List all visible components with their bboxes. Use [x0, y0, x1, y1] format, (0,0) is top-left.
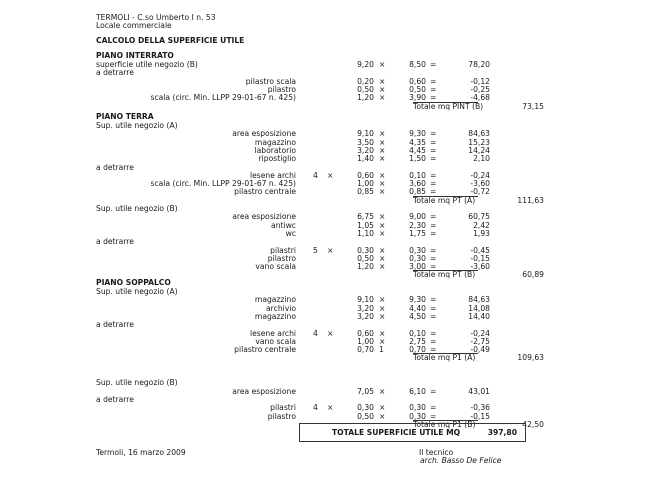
row-area: -0,49	[470, 345, 490, 355]
row-count: 4	[313, 328, 318, 338]
row-area: -4,68	[470, 93, 490, 103]
subheading: a detrarre	[96, 394, 134, 404]
row-dimension-a: 1,00	[357, 179, 374, 189]
subheading: a detrarre	[96, 237, 134, 247]
row-description: pilastri	[270, 403, 296, 413]
subtotal-value: 111,63	[517, 195, 544, 205]
row-description: magazzino	[254, 311, 296, 321]
row-dimension-a: 0,50	[357, 411, 374, 421]
row-dimension-b: 4,50	[409, 311, 426, 321]
equals-sign: =	[430, 220, 437, 230]
multiply-sign: ×	[379, 76, 386, 86]
subheading: Sup. utile negozio (B)	[96, 378, 178, 388]
row-description: pilastro	[267, 411, 296, 421]
row-dimension-a: 7,05	[357, 386, 374, 396]
row-description: scala (circ. Min. LLPP 29-01-67 n. 425)	[150, 179, 296, 189]
multiply-sign: ×	[379, 228, 386, 238]
multiply-sign: ×	[379, 60, 386, 69]
row-area: -0,72	[470, 187, 490, 197]
multiply-sign: ×	[379, 262, 386, 272]
grand-total-label: TOTALE SUPERFICIE UTILE MQ	[332, 428, 461, 437]
row-area: 14,24	[468, 145, 490, 155]
multiply-sign: ×	[379, 403, 386, 413]
row-dimension-a: 0,50	[357, 253, 374, 263]
row-description: laboratorio	[254, 145, 296, 155]
row-dimension-b: 4,35	[409, 137, 426, 147]
equals-sign: =	[430, 154, 437, 164]
row-dimension-a: 9,20	[357, 60, 374, 69]
subheading: Sup. utile negozio (A)	[96, 287, 178, 296]
header-type: Locale commerciale	[96, 21, 172, 30]
equals-sign: =	[430, 137, 437, 147]
row-dimension-a: 3,20	[357, 311, 374, 321]
row-description: magazzino	[254, 137, 296, 147]
multiply-sign: ×	[379, 245, 386, 255]
row-area: 84,63	[468, 129, 490, 139]
multiply-sign: ×	[379, 137, 386, 147]
multiply-sign: ×	[379, 212, 386, 222]
subtotal-value: 109,63	[517, 353, 544, 363]
multiply-sign: ×	[379, 328, 386, 338]
row-description: area esposizione	[232, 212, 296, 222]
row-area: 1,93	[473, 228, 490, 238]
subheading: a detrarre	[96, 320, 134, 330]
row-dimension-b: 3,00	[409, 262, 426, 272]
multiply-sign: ×	[379, 187, 386, 197]
subheading: a detrarre	[96, 68, 134, 78]
multiply-sign: ×	[327, 170, 334, 180]
row-description: vano scala	[255, 262, 296, 272]
multiply-sign: ×	[379, 336, 386, 346]
equals-sign: =	[430, 295, 437, 305]
row-area: 78,20	[468, 60, 490, 69]
row-dimension-a: 1,20	[357, 93, 374, 103]
multiply-sign: ×	[379, 311, 386, 321]
equals-sign: =	[430, 328, 437, 338]
row-area: 2,10	[473, 154, 490, 164]
equals-sign: =	[430, 187, 437, 197]
section-title: PIANO TERRA	[96, 112, 154, 121]
grand-total-box	[299, 423, 526, 442]
subtotal-label: Totale mq PT (B)	[413, 270, 476, 280]
row-dimension-b: 0,60	[409, 76, 426, 86]
row-dimension-a: 3,20	[357, 303, 374, 313]
row-dimension-b: 3,90	[409, 93, 426, 103]
row-dimension-a: 1,20	[357, 262, 374, 272]
multiply-sign: ×	[327, 403, 334, 413]
row-count: 5	[313, 245, 318, 255]
equals-sign: =	[430, 93, 437, 103]
multiply-sign: ×	[379, 295, 386, 305]
equals-sign: =	[430, 76, 437, 86]
row-dimension-b: 4,45	[409, 145, 426, 155]
row-dimension-a: 9,10	[357, 295, 374, 305]
row-dimension-b: 0,10	[409, 170, 426, 180]
row-dimension-a: 6,75	[357, 212, 374, 222]
row-dimension-a: 3,20	[357, 145, 374, 155]
subtotal-label: Totale mq P1 (A)	[413, 353, 476, 363]
subtotal-value: 73,15	[522, 101, 544, 111]
row-dimension-a: 0,70	[357, 345, 374, 355]
place-date: Termoli, 16 marzo 2009	[96, 448, 186, 457]
equals-sign: =	[430, 228, 437, 238]
row-area: -0,15	[470, 253, 490, 263]
row-dimension-b: 0,30	[409, 245, 426, 255]
row-dimension-a: 0,50	[357, 84, 374, 94]
row-dimension-a: 0,60	[357, 328, 374, 338]
equals-sign: =	[430, 212, 437, 222]
row-description: pilastri	[270, 245, 296, 255]
subtotal-value: 42,50	[522, 419, 544, 429]
subheading: Sup. utile negozio (B)	[96, 204, 178, 213]
row-area: 15,23	[468, 137, 490, 147]
row-area: -0,12	[470, 76, 490, 86]
row-description: lesene archi	[249, 328, 296, 338]
row-area: -0,15	[470, 411, 490, 421]
subheading: Sup. utile negozio (A)	[96, 121, 178, 130]
section-title: PIANO SOPPALCO	[96, 278, 171, 287]
multiply-sign: 1	[379, 345, 384, 355]
multiply-sign: ×	[327, 245, 334, 255]
row-description: lesene archi	[249, 170, 296, 180]
row-area: 60,75	[468, 212, 490, 222]
row-area: -2,75	[470, 336, 490, 346]
multiply-sign: ×	[379, 170, 386, 180]
equals-sign: =	[430, 411, 437, 421]
row-description: area esposizione	[232, 386, 296, 396]
multiply-sign: ×	[379, 154, 386, 164]
row-description: area esposizione	[232, 129, 296, 139]
equals-sign: =	[430, 386, 437, 396]
row-count: 4	[313, 403, 318, 413]
row-dimension-b: 0,50	[409, 84, 426, 94]
multiply-sign: ×	[379, 179, 386, 189]
header-address: TERMOLI - C.so Umberto I n. 53	[96, 13, 216, 22]
row-area: -0,36	[470, 403, 490, 413]
row-dimension-b: 0,30	[409, 253, 426, 263]
signer-name: arch. Basso De Felice	[420, 456, 502, 465]
row-description: pilastro scala	[245, 76, 296, 86]
equals-sign: =	[430, 303, 437, 313]
equals-sign: =	[430, 170, 437, 180]
row-dimension-a: 1,40	[357, 154, 374, 164]
row-dimension-b: 9,30	[409, 295, 426, 305]
multiply-sign: ×	[379, 411, 386, 421]
row-label: superficie utile negozio (B)	[96, 60, 198, 69]
row-dimension-a: 1,00	[357, 336, 374, 346]
section-title: PIANO INTERRATO	[96, 51, 174, 60]
equals-sign: =	[430, 311, 437, 321]
equals-sign: =	[430, 179, 437, 189]
row-dimension-b: 0,30	[409, 411, 426, 421]
row-dimension-b: 3,60	[409, 179, 426, 189]
row-description: archivio	[266, 303, 296, 313]
equals-sign: =	[430, 129, 437, 139]
row-description: pilastro centrale	[234, 187, 296, 197]
row-area: -0,25	[470, 84, 490, 94]
row-dimension-b: 2,30	[409, 220, 426, 230]
row-area: -3,60	[470, 262, 490, 272]
row-dimension-b: 0,30	[409, 403, 426, 413]
row-description: ripostiglio	[258, 154, 296, 164]
row-dimension-b: 2,75	[409, 336, 426, 346]
row-dimension-b: 8,50	[409, 60, 426, 69]
subtotal-value: 60,89	[522, 270, 544, 280]
row-dimension-a: 0,60	[357, 170, 374, 180]
row-area: 84,63	[468, 295, 490, 305]
subtotal-label: Totale mq PT (A)	[413, 195, 476, 205]
row-description: pilastro centrale	[234, 345, 296, 355]
subtotal-label: Totale mq P1 (B)	[413, 419, 476, 429]
subtotal-label: Totale mq PINT (B)	[413, 101, 484, 111]
equals-sign: =	[430, 336, 437, 346]
row-dimension-a: 9,10	[357, 129, 374, 139]
multiply-sign: ×	[379, 220, 386, 230]
row-area: 14,40	[468, 311, 490, 321]
row-dimension-a: 0,30	[357, 403, 374, 413]
equals-sign: =	[430, 345, 437, 355]
row-dimension-b: 0,85	[409, 187, 426, 197]
multiply-sign: ×	[379, 93, 386, 103]
equals-sign: =	[430, 60, 437, 69]
row-dimension-b: 9,30	[409, 129, 426, 139]
row-area: -0,24	[470, 328, 490, 338]
row-description: scala (circ. Min. LLPP 29-01-67 n. 425)	[150, 93, 296, 103]
row-area: -3,60	[470, 179, 490, 189]
row-dimension-a: 0,30	[357, 245, 374, 255]
row-dimension-b: 4,40	[409, 303, 426, 313]
row-description: pilastro	[267, 84, 296, 94]
row-description: antiwc	[271, 220, 296, 230]
multiply-sign: ×	[379, 303, 386, 313]
row-area: -0,45	[470, 245, 490, 255]
row-dimension-a: 0,85	[357, 187, 374, 197]
row-dimension-b: 1,50	[409, 154, 426, 164]
row-count: 4	[313, 170, 318, 180]
row-dimension-a: 0,20	[357, 76, 374, 86]
equals-sign: =	[430, 262, 437, 272]
multiply-sign: ×	[379, 386, 386, 396]
row-dimension-a: 1,05	[357, 220, 374, 230]
multiply-sign: ×	[379, 129, 386, 139]
row-area: -0,24	[470, 170, 490, 180]
equals-sign: =	[430, 253, 437, 263]
row-dimension-b: 0,10	[409, 328, 426, 338]
multiply-sign: ×	[379, 145, 386, 155]
document-title: CALCOLO DELLA SUPERFICIE UTILE	[96, 36, 245, 45]
row-area: 14,08	[468, 303, 490, 313]
row-description: wc	[285, 228, 296, 238]
row-description: magazzino	[254, 295, 296, 305]
equals-sign: =	[430, 145, 437, 155]
signer-role: Il tecnico	[419, 448, 454, 457]
multiply-sign: ×	[327, 328, 334, 338]
equals-sign: =	[430, 403, 437, 413]
multiply-sign: ×	[379, 84, 386, 94]
row-dimension-b: 6,10	[409, 386, 426, 396]
grand-total-value: 397,80	[487, 428, 517, 437]
row-dimension-a: 3,50	[357, 137, 374, 147]
equals-sign: =	[430, 245, 437, 255]
row-description: vano scala	[255, 336, 296, 346]
row-dimension-b: 9,00	[409, 212, 426, 222]
subheading: a detrarre	[96, 162, 134, 172]
row-area: 43,01	[468, 386, 490, 396]
row-dimension-b: 0,70	[409, 345, 426, 355]
row-area: 2,42	[473, 220, 490, 230]
row-dimension-a: 1,10	[357, 228, 374, 238]
row-description: pilastro	[267, 253, 296, 263]
equals-sign: =	[430, 84, 437, 94]
row-dimension-b: 1,75	[409, 228, 426, 238]
multiply-sign: ×	[379, 253, 386, 263]
